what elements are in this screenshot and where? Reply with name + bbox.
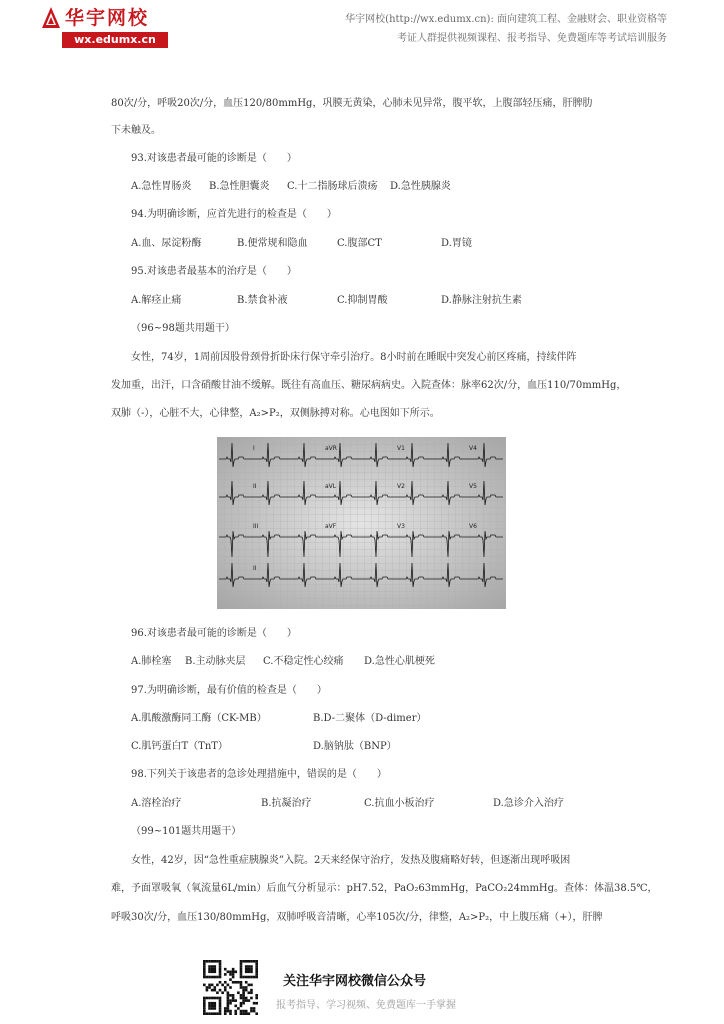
footer-subtitle: 报考指导、学习视频、免费题库一手掌握 [276, 1000, 456, 1011]
ecg-image [217, 437, 506, 609]
question-94-option-b: B.便常规和隐血 [237, 238, 308, 249]
question-97-stem: 97.为明确诊断，最有价值的检查是（ ） [131, 685, 327, 696]
ecg-lead-label: V1 [397, 445, 405, 452]
case1-continued-line-2: 下未触及。 [111, 125, 161, 136]
group-heading-99-101: （99~101题共用题干） [131, 826, 242, 837]
ecg-lead-label: V2 [397, 483, 405, 490]
question-93-option-b: B.急性胆囊炎 [209, 181, 270, 192]
case3-line-3: 呼吸30次/分，血压130/80mmHg，双肺呼吸音清晰，心率105次/分，律整，A₂>P₂，中上腹压痛（+），肝脾 [111, 912, 603, 923]
ecg-lead-label: V4 [469, 445, 477, 452]
question-95-option-a: A.解痉止痛 [131, 295, 182, 306]
question-96-option-d: D.急性心肌梗死 [364, 656, 435, 667]
question-94-option-d: D.胃镜 [441, 238, 472, 249]
case2-line-2: 发加重，出汗，口含硝酸甘油不缓解。既往有高血压、糖尿病病史。入院查体：脉率62次/分，血压110/70mmHg， [111, 380, 627, 391]
question-93-option-a: A.急性胃肠炎 [131, 181, 192, 192]
question-95-option-d: D.静脉注射抗生素 [441, 295, 522, 306]
question-98-option-d: D.急诊介入治疗 [493, 798, 564, 809]
case1-continued-line-1: 80次/分，呼吸20次/分，血压120/80mmHg，巩膜无黄染，心肺未见异常，腹平软，上腹部轻压痛，肝脾肋 [111, 98, 593, 109]
logo-url: wx.edumx.cn [62, 32, 168, 48]
question-98-option-c: C.抗血小板治疗 [364, 798, 435, 809]
qr-code-icon [203, 960, 258, 1015]
case3-line-2: 难，予面罩吸氧（氧流量6L/min）后血气分析显示：pH7.52，PaO₂63mmHg，PaCO₂24mmHg。查体：体温38.5℃， [111, 883, 658, 894]
question-98-stem: 98.下列关于该患者的急诊处理措施中，错误的是（ ） [131, 769, 387, 780]
ecg-lead-label: aVL [325, 483, 337, 490]
question-96-option-c: C.不稳定性心绞痛 [263, 656, 344, 667]
question-96-option-b: B.主动脉夹层 [185, 656, 246, 667]
question-96-stem: 96.对该患者最可能的诊断是（ ） [131, 628, 297, 639]
question-95-option-b: B.禁食补液 [237, 295, 288, 306]
question-97-option-d: D.脑钠肽（BNP） [313, 741, 397, 752]
footer-title: 关注华宇网校微信公众号 [283, 974, 427, 989]
ecg-lead-label: II [253, 483, 257, 490]
ecg-lead-label: V5 [469, 483, 477, 490]
question-96-option-a: A.肺栓塞 [131, 656, 172, 667]
question-94-option-a: A.血、尿淀粉酶 [131, 238, 202, 249]
logo-mark-icon [40, 6, 62, 30]
question-97-option-a: A.肌酸激酶同工酶（CK-MB） [131, 713, 267, 724]
ecg-lead-label: III [253, 523, 259, 530]
question-93-stem: 93.对该患者最可能的诊断是（ ） [131, 153, 297, 164]
question-98-option-b: B.抗凝治疗 [261, 798, 312, 809]
logo-text: 华宇网校 [65, 7, 150, 29]
question-97-option-c: C.肌钙蛋白T（TnT） [131, 741, 228, 752]
ecg-lead-label: I [253, 445, 255, 452]
question-94-stem: 94.为明确诊断，应首先进行的检查是（ ） [131, 209, 337, 220]
group-heading-96-98: （96~98题共用题干） [131, 323, 235, 334]
question-93-option-d: D.急性胰腺炎 [390, 181, 451, 192]
question-94-option-c: C.腹部CT [337, 238, 382, 249]
question-97-option-b: B.D-二聚体（D-dimer） [313, 713, 427, 724]
case2-line-1: 女性，74岁，1周前因股骨颈骨折卧床行保守牵引治疗。8小时前在睡眠中突发心前区疼痛，持续伴阵 [131, 352, 577, 363]
question-95-option-c: C.抑制胃酸 [337, 295, 388, 306]
question-95-stem: 95.对该患者最基本的治疗是（ ） [131, 266, 297, 277]
ecg-lead-label: aVF [325, 523, 337, 530]
ecg-lead-label: V3 [397, 523, 405, 530]
ecg-lead-label: aVR [325, 445, 337, 452]
header-tagline-1: 华宇网校(http://wx.edumx.cn): 面向建筑工程、金融财会、职业资格等 [345, 14, 667, 25]
question-98-option-a: A.溶栓治疗 [131, 798, 182, 809]
ecg-lead-label: II [253, 565, 257, 572]
wechat-qr-code[interactable] [203, 960, 258, 1015]
site-logo[interactable] [40, 6, 168, 50]
case2-line-3: 双肺（-），心脏不大，心律整，A₂>P₂，双侧脉搏对称。心电图如下所示。 [111, 408, 440, 419]
question-93-option-c: C.十二指肠球后溃疡 [287, 181, 378, 192]
case3-line-1: 女性，42岁，因“急性重症胰腺炎”入院。2天来经保守治疗，发热及腹痛略好转，但逐渐出现呼吸困 [131, 855, 571, 866]
ecg-lead-label: V6 [469, 523, 477, 530]
header-tagline-2: 考证人群提供视频课程、报考指导、免费题库等考试培训服务 [397, 33, 667, 44]
